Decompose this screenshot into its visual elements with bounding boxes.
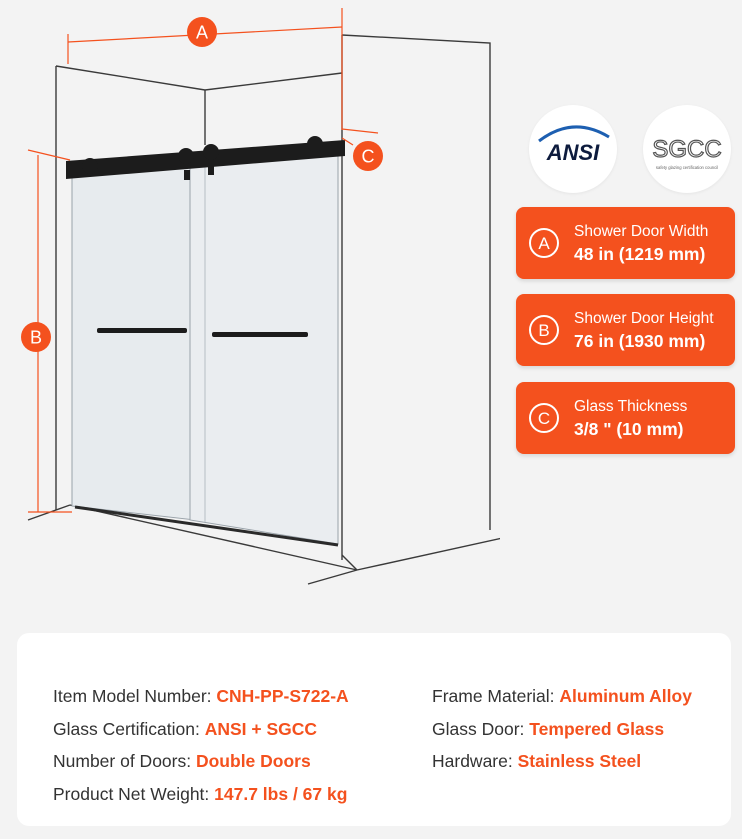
spec-label: Number of Doors: — [53, 751, 192, 771]
spec-doors — [53, 751, 311, 772]
spec-hardware — [432, 751, 641, 772]
dimension-a-letter: A — [195, 22, 209, 43]
spec-value: Stainless Steel — [517, 751, 642, 771]
spec-glass — [432, 719, 664, 740]
dimension-value: 48 in (1219 mm) — [574, 244, 706, 264]
spec-value: CNH-PP-S722-A — [216, 686, 349, 706]
shower-door-diagram — [0, 0, 500, 600]
roller-wheel — [82, 158, 98, 174]
letter-circle: C — [529, 403, 559, 433]
roller-wheel — [178, 148, 194, 164]
ansi-logo-text: ANSI — [546, 140, 600, 165]
glass-panels — [72, 155, 338, 544]
spec-label: Glass Certification: — [53, 719, 200, 739]
sgcc-logo-icon — [643, 105, 731, 193]
dimension-value: 3/8 " (10 mm) — [574, 419, 684, 439]
spec-value: Double Doors — [195, 751, 311, 771]
letter-circle: A — [529, 228, 559, 258]
spec-label: Frame Material: — [432, 686, 555, 706]
spec-label: Product Net Weight: — [53, 784, 210, 804]
spec-model — [53, 686, 349, 707]
roller-wheel — [203, 144, 219, 160]
spec-label: Item Model Number: — [53, 686, 212, 706]
dimension-card-height — [516, 294, 735, 366]
spec-value: Tempered Glass — [529, 719, 665, 739]
ansi-logo-icon — [529, 105, 617, 193]
dimension-title: Glass Thickness — [574, 398, 688, 415]
dimension-value: 76 in (1930 mm) — [574, 331, 706, 351]
spec-frame — [432, 686, 692, 707]
spec-label: Hardware: — [432, 751, 513, 771]
sgcc-badge — [643, 105, 731, 193]
specifications-card — [17, 633, 731, 826]
dimension-b-letter: B — [29, 327, 43, 348]
sgcc-logo-text: SGCC — [652, 136, 722, 163]
dimension-card-width — [516, 207, 735, 279]
dimension-c-letter: C — [361, 146, 375, 167]
sgcc-tagline: safety glazing certification council — [655, 165, 719, 170]
spec-value: 147.7 lbs / 67 kg — [214, 784, 348, 804]
handle-left — [97, 328, 187, 333]
spec-certification — [53, 719, 317, 740]
spec-value: Aluminum Alloy — [559, 686, 692, 706]
glass-panel-left — [72, 160, 195, 520]
roller-wheel — [307, 136, 323, 152]
glass-panel-right — [190, 155, 338, 544]
spec-value: ANSI + SGCC — [204, 719, 318, 739]
dimension-card-thickness — [516, 382, 735, 454]
ansi-badge — [529, 105, 617, 193]
letter-circle: B — [529, 315, 559, 345]
handle-right — [212, 332, 308, 337]
dimension-title: Shower Door Height — [574, 310, 714, 327]
spec-weight — [53, 784, 347, 805]
spec-label: Glass Door: — [432, 719, 525, 739]
dimension-title: Shower Door Width — [574, 223, 709, 240]
